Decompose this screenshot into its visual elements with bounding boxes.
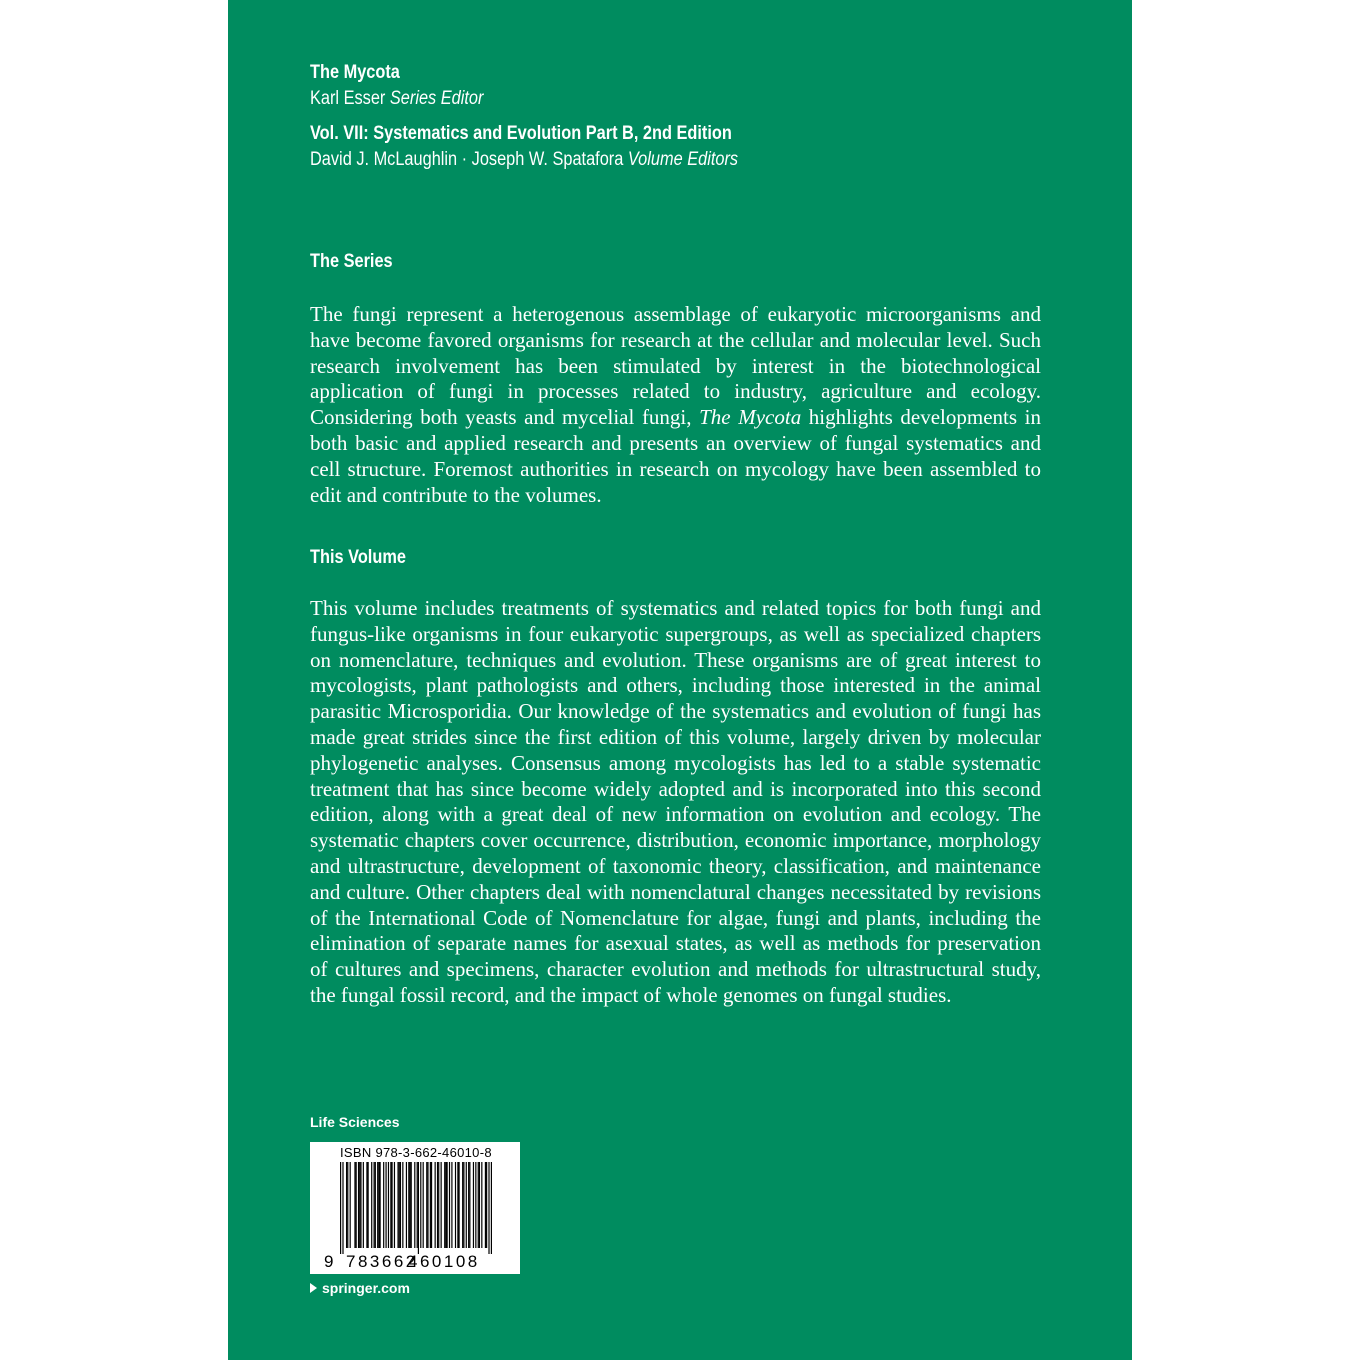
barcode-bar bbox=[458, 1162, 459, 1248]
triangle-right-icon bbox=[310, 1283, 317, 1293]
barcode-bar bbox=[479, 1162, 480, 1248]
series-title: The Mycota bbox=[310, 62, 400, 83]
barcode-digit-group-1: 783662 bbox=[346, 1252, 418, 1271]
barcode-icon bbox=[340, 1162, 492, 1254]
barcode-bar bbox=[366, 1162, 367, 1248]
barcode-bar bbox=[447, 1162, 448, 1248]
barcode-bar bbox=[455, 1162, 456, 1248]
barcode-bar bbox=[485, 1162, 486, 1248]
series-body-italic: The Mycota bbox=[699, 405, 802, 430]
barcode-bar bbox=[368, 1162, 369, 1248]
barcode-bar bbox=[340, 1162, 341, 1254]
website-label: springer.com bbox=[322, 1280, 410, 1296]
back-cover bbox=[228, 0, 1132, 1360]
barcode-bar bbox=[478, 1162, 479, 1248]
volume-title: Vol. VII: Systematics and Evolution Part B, 2nd Edition bbox=[310, 123, 732, 144]
barcode-bar bbox=[371, 1162, 372, 1248]
barcode-bar bbox=[380, 1162, 381, 1248]
series-body-part-2: highlights developments in both basic and applied research and presents an overview of fungal systematics and cell structure. Foremost authorities in research on mycology have been assembled to edit and contribute to the volumes. bbox=[310, 405, 1041, 507]
barcode-bar bbox=[388, 1162, 389, 1248]
barcode-box bbox=[310, 1142, 520, 1274]
barcode-bar bbox=[400, 1162, 401, 1248]
barcode-bar bbox=[445, 1162, 446, 1248]
barcode-bar bbox=[383, 1162, 384, 1248]
barcode-bar bbox=[463, 1162, 464, 1248]
barcode-bar bbox=[462, 1162, 463, 1248]
barcode-bar bbox=[409, 1162, 410, 1248]
series-heading: The Series bbox=[310, 251, 393, 272]
barcode-bar bbox=[473, 1162, 474, 1248]
barcode-bar bbox=[449, 1162, 450, 1248]
barcode-bar bbox=[488, 1162, 489, 1254]
barcode-bar bbox=[414, 1162, 415, 1248]
barcode-bar bbox=[354, 1162, 355, 1248]
barcode-bar bbox=[411, 1162, 412, 1248]
barcode-bar bbox=[418, 1162, 419, 1254]
barcode-bar bbox=[444, 1162, 445, 1248]
subject-label: Life Sciences bbox=[310, 1114, 400, 1130]
barcode-bar bbox=[358, 1162, 359, 1248]
volume-editors-role: Volume Editors bbox=[627, 149, 739, 170]
barcode-bar bbox=[363, 1162, 364, 1248]
barcode-digit-lead: 9 bbox=[324, 1252, 334, 1271]
series-editor-role: Series Editor bbox=[389, 88, 484, 109]
barcode-bar bbox=[408, 1162, 409, 1248]
barcode-bar bbox=[420, 1162, 421, 1248]
barcode-bar bbox=[356, 1162, 357, 1248]
barcode-bar bbox=[491, 1162, 492, 1254]
barcode-bar bbox=[406, 1162, 407, 1248]
barcode-bar bbox=[397, 1162, 398, 1248]
barcode-bar bbox=[430, 1162, 431, 1248]
barcode-bar bbox=[423, 1162, 424, 1248]
barcode-bar bbox=[486, 1162, 487, 1248]
barcode-bar bbox=[441, 1162, 442, 1248]
barcode-bar bbox=[385, 1162, 386, 1248]
barcode-bar bbox=[481, 1162, 482, 1248]
barcode-bar bbox=[350, 1162, 351, 1248]
barcode-bar bbox=[346, 1162, 347, 1248]
series-editor-name: Karl Esser bbox=[310, 88, 386, 109]
series-body bbox=[310, 302, 1041, 508]
barcode-bar bbox=[394, 1162, 395, 1248]
barcode-bar bbox=[402, 1162, 403, 1248]
volume-editors-names: David J. McLaughlin · Joseph W. Spatafora bbox=[310, 149, 624, 170]
barcode-bar bbox=[437, 1162, 438, 1248]
barcode-bar bbox=[431, 1162, 432, 1248]
series-body-part-1: The fungi represent a heterogenous assemblage of eukaryotic microorganisms and have become favored organisms for research at the cellular and molecular level. Such research involvement has been stimulated by interest in the biotechnological application of fungi in processes related to industry, agriculture and ecology. Considering both yeasts and mycelial fungi, bbox=[310, 302, 1041, 430]
barcode-bar bbox=[451, 1162, 452, 1248]
barcode-bar bbox=[457, 1162, 458, 1248]
series-editor-line bbox=[310, 88, 483, 110]
volume-heading: This Volume bbox=[310, 547, 406, 568]
barcode-bar bbox=[426, 1162, 427, 1248]
barcode-bar bbox=[427, 1162, 428, 1248]
barcode-bar bbox=[469, 1162, 470, 1248]
barcode-bar bbox=[475, 1162, 476, 1248]
barcode-digit-group-2: 460108 bbox=[408, 1252, 480, 1271]
barcode-bar bbox=[417, 1162, 418, 1248]
barcode-bar bbox=[391, 1162, 392, 1248]
barcode-bar bbox=[435, 1162, 436, 1248]
barcode-bar bbox=[399, 1162, 400, 1248]
barcode-bar bbox=[375, 1162, 376, 1248]
barcode-bar bbox=[374, 1162, 375, 1248]
barcode-bar bbox=[438, 1162, 439, 1248]
barcode-bar bbox=[342, 1162, 343, 1254]
barcode-bar bbox=[377, 1162, 378, 1248]
barcode-bar bbox=[359, 1162, 360, 1248]
volume-editors-line bbox=[310, 149, 738, 171]
barcode-bar bbox=[378, 1162, 379, 1248]
barcode-bar bbox=[466, 1162, 467, 1248]
barcode-bar bbox=[347, 1162, 348, 1248]
barcode-bar bbox=[360, 1162, 361, 1248]
barcode-bar bbox=[468, 1162, 469, 1248]
isbn-label: ISBN 978-3-662-46010-8 bbox=[340, 1145, 492, 1160]
barcode-bar bbox=[390, 1162, 391, 1248]
website-link[interactable] bbox=[310, 1280, 410, 1296]
volume-body: This volume includes treatments of systematics and related topics for both fungi and fungus-like organisms in four eukaryotic supergroups, as well as specialized chapters on nomenclature, techniques and evolution. These organisms are of great interest to mycologists, plant pathologists and others, including those interested in the animal parasitic Microsporidia. Our knowledge of the systematics and evolution of fungi has made great strides since the first edition of this volume, largely driven by molecular phylogenetic analyses. Consensus among mycologists has led to a stable systematic treatment that has since become widely adopted and is incorporated into this second edition, along with a great deal of new information on evolution and ecology. The systematic chapters cover occurrence, distribution, economic importance, morphology and ultrastructure, development of taxonomic theory, classification, and maintenance and culture. Other chapters deal with nomenclatural changes necessitated by revisions of the International Code of Nomenclature for algae, fungi and plants, including the elimination of separate names for asexual states, as well as methods for preservation of cultures and specimens, character evolution and methods for ultrastructural study, the fungal fossil record, and the impact of whole genomes on fungal studies. bbox=[310, 596, 1041, 1007]
